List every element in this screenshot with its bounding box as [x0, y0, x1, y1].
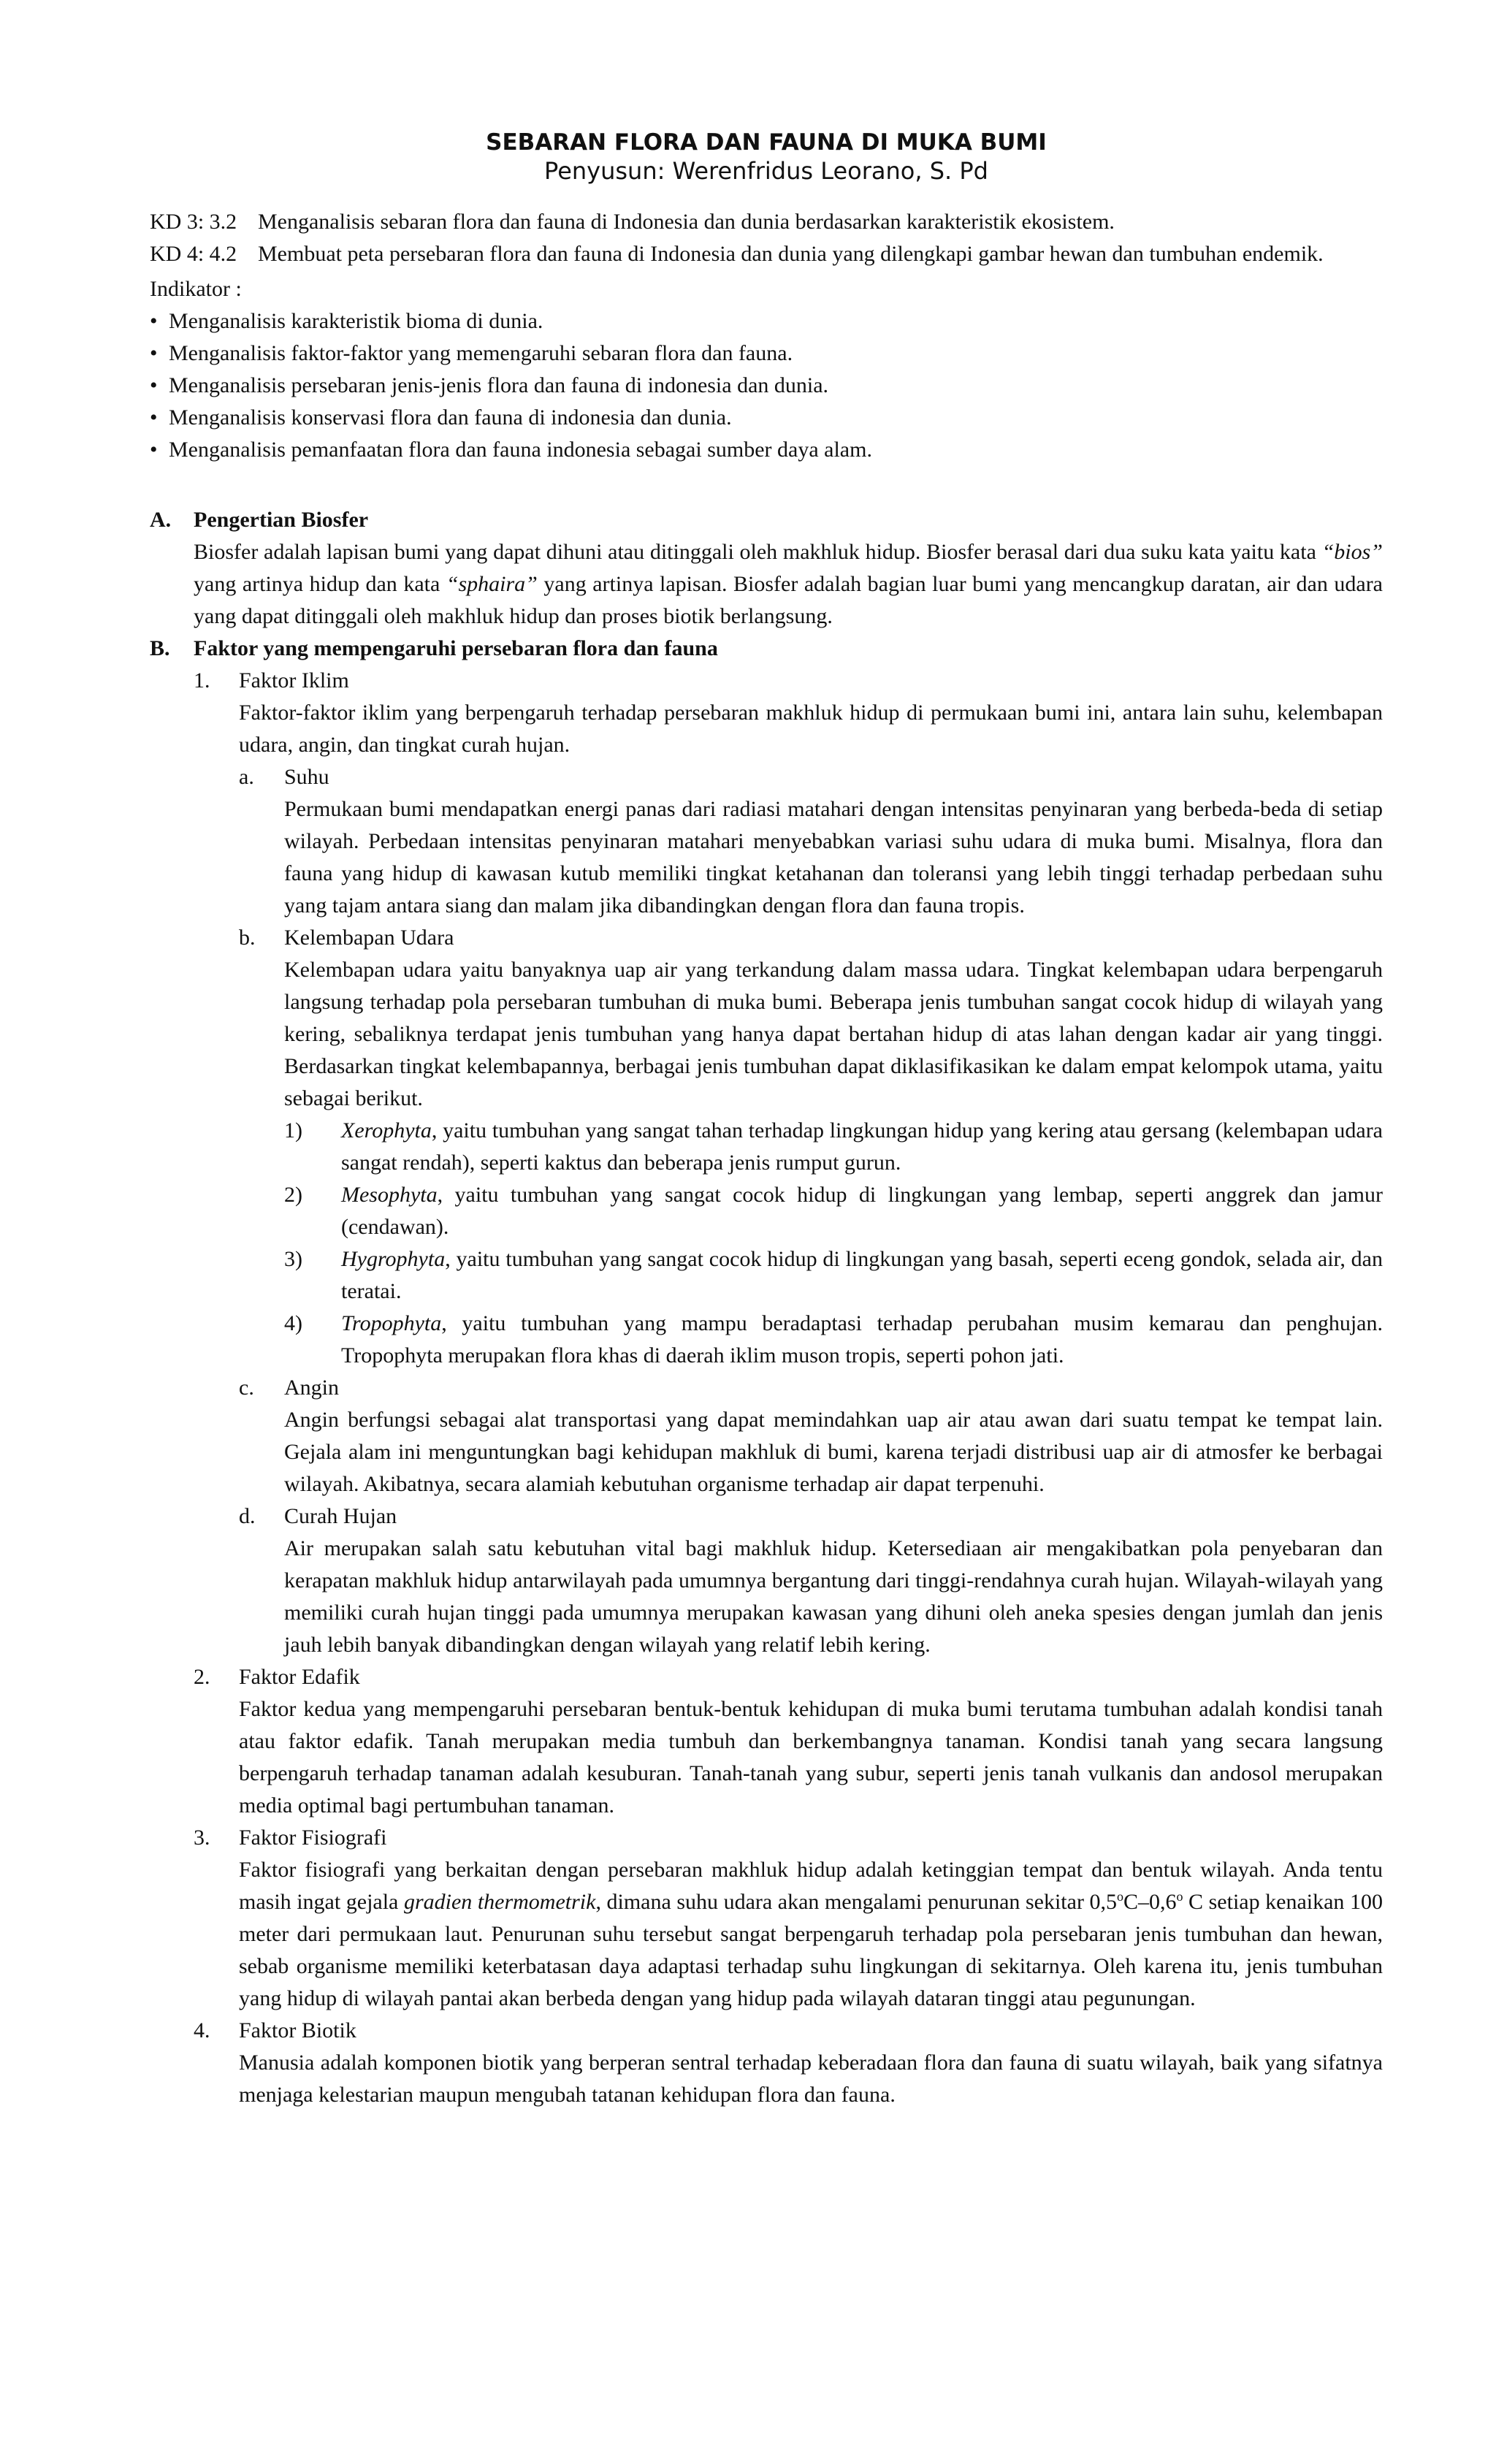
- item-text: [341, 1308, 1383, 1372]
- text-run: , yaitu tumbuhan yang sangat tahan terhadap lingkungan hidup yang kering atau gersang (kelembapan udara sangat rendah), seperti kaktus dan beberapa jenis rumput gurun.: [341, 1118, 1383, 1175]
- text-run: yang artinya lapisan. Biosfer adalah bagian luar bumi yang mencangkup daratan, air dan udara yang dapat ditinggali oleh makhluk hidup dan proses biotik berlangsung.: [194, 572, 1383, 628]
- item-text: [341, 1115, 1383, 1179]
- factor-heading: [194, 1661, 1383, 1693]
- list-item: [284, 1243, 1383, 1308]
- text-run: Biosfer adalah lapisan bumi yang dapat dihuni atau ditinggali oleh makhluk hidup. Biosfer berasal dari dua suku kata yaitu kata: [194, 540, 1322, 564]
- item-number: 4): [284, 1311, 302, 1335]
- section-a-heading: [150, 504, 1383, 536]
- document-page: [150, 129, 1383, 2111]
- factor-paragraph: Manusia adalah komponen biotik yang berperan sentral terhadap keberadaan flora dan fauna di suatu wilayah, baik yang sifatnya menjaga kelestarian maupun mengubah tatanan kehidupan flora dan fauna.: [239, 2051, 1383, 2107]
- factor-title: Faktor Biotik: [239, 2018, 356, 2042]
- plant-name: Mesophyta: [341, 1183, 438, 1207]
- indicator-label: Indikator :: [150, 277, 242, 301]
- section-letter: A.: [150, 508, 172, 532]
- text-run: , yaitu tumbuhan yang mampu beradaptasi terhadap perubahan musim kemarau dan penghujan. Tropophyta merupakan flora khas di daerah iklim muson tropis, seperti pohon jati.: [341, 1311, 1383, 1368]
- factor-number: 1.: [194, 668, 210, 693]
- bullet-icon: •: [150, 373, 158, 397]
- kd-text: Menganalisis sebaran flora dan fauna di Indonesia dan dunia berdasarkan karakteristik ekosistem.: [258, 210, 1115, 234]
- list-item: [150, 402, 1383, 434]
- subfactor-letter: c.: [239, 1376, 254, 1400]
- subfactor-letter: a.: [239, 765, 254, 789]
- kd-label: KD 3: 3.2: [150, 210, 237, 234]
- factor-title: Faktor Edafik: [239, 1665, 360, 1689]
- section-b-heading: [150, 633, 1383, 665]
- kd-text: Membuat peta persebaran flora dan fauna di Indonesia dan dunia yang dilengkapi gambar hewan dan tumbuhan endemik.: [258, 242, 1324, 266]
- subfactor-title: Angin: [284, 1376, 339, 1400]
- factor-paragraph: Faktor kedua yang mempengaruhi persebaran bentuk-bentuk kehidupan di muka bumi terutama tumbuhan adalah kondisi tanah atau faktor edafik. Tanah merupakan media tumbuh dan berkembangnya tanaman. Kondisi tanah yang secara langsung berpengaruh terhadap tanaman adalah kesuburan. Tanah-tanah yang subur, seperti jenis tanah vulkanis dan andosol merupakan media optimal bagi pertumbuhan tanaman.: [239, 1697, 1383, 1818]
- subfactor-title: Kelembapan Udara: [284, 926, 454, 950]
- text-run: , yaitu tumbuhan yang sangat cocok hidup di lingkungan yang lembap, seperti anggrek dan jamur (cendawan).: [341, 1183, 1383, 1239]
- item-text: [341, 1243, 1383, 1308]
- kd-item: [150, 206, 1383, 238]
- subfactor-heading: [239, 761, 1383, 793]
- section-title: Pengertian Biosfer: [194, 508, 369, 532]
- factor-paragraph: Faktor-faktor iklim yang berpengaruh terhadap persebaran makhluk hidup di permukaan bumi ini, antara lain suhu, kelembapan udara, angin, dan tingkat curah hujan.: [239, 701, 1383, 757]
- subfactor-heading: [239, 922, 1383, 954]
- degree-mark: o: [1176, 1889, 1183, 1904]
- section-letter: B.: [150, 636, 170, 660]
- bullet-icon: •: [150, 341, 158, 365]
- factor-title: Faktor Fisiografi: [239, 1826, 387, 1850]
- text-run: yang artinya hidup dan kata: [194, 572, 446, 596]
- subfactor-title: Curah Hujan: [284, 1504, 397, 1528]
- item-text: [341, 1179, 1383, 1243]
- factor-paragraph: [239, 1854, 1383, 2015]
- indicator-text: Menganalisis karakteristik bioma di dunia.: [169, 309, 543, 333]
- list-item: [150, 305, 1383, 337]
- text-run: C–0,6: [1123, 1890, 1177, 1914]
- author-line: Penyusun: Werenfridus Leorano, S. Pd: [544, 157, 988, 185]
- plant-name: Hygrophyta: [341, 1247, 446, 1271]
- kd-label: KD 4: 4.2: [150, 242, 237, 266]
- bullet-icon: •: [150, 309, 158, 333]
- factor-number: 3.: [194, 1826, 210, 1850]
- indicator-text: Menganalisis konservasi flora dan fauna di indonesia dan dunia.: [169, 405, 732, 430]
- subfactor-heading: [239, 1372, 1383, 1404]
- factor-number: 4.: [194, 2018, 210, 2042]
- list-item: [284, 1115, 1383, 1179]
- bullet-icon: •: [150, 438, 158, 462]
- subfactor-title: Suhu: [284, 765, 329, 789]
- term-gradien: gradien thermometrik: [403, 1890, 596, 1914]
- subfactor-letter: d.: [239, 1504, 256, 1528]
- indicator-text: Menganalisis pemanfaatan flora dan fauna indonesia sebagai sumber daya alam.: [169, 438, 872, 462]
- plant-name: Tropophyta: [341, 1311, 442, 1335]
- indicator-list: [150, 305, 1383, 466]
- section-title: Faktor yang mempengaruhi persebaran flora dan fauna: [194, 636, 718, 660]
- subfactor-paragraph: Angin berfungsi sebagai alat transportasi yang dapat memindahkan uap air atau awan dari suatu tempat ke tempat lain. Gejala alam ini menguntungkan bagi kehidupan makhluk di bumi, karena terjadi distribusi uap air di atmosfer ke berbagai wilayah. Akibatnya, secara alamiah kebutuhan organisme terhadap air dapat terpenuhi.: [284, 1408, 1383, 1496]
- kd-item: [150, 238, 1383, 270]
- factor-title: Faktor Iklim: [239, 668, 349, 693]
- list-item: [150, 434, 1383, 466]
- plant-name: Xerophyta: [341, 1118, 432, 1143]
- list-item: [284, 1179, 1383, 1243]
- text-run: C setiap kenaikan 100 meter dari permukaan laut. Penurunan suhu tersebut sangat berpengaruh terhadap pola persebaran jenis tumbuhan dan hewan, sebab organisme memiliki keterbatasan daya adaptasi terhadap suhu lingkungan di sekitarnya. Oleh karena itu, jenis tumbuhan yang hidup di wilayah pantai akan berbeda dengan yang hidup pada wilayah dataran tinggi atau pegunungan.: [239, 1890, 1383, 2010]
- bullet-icon: •: [150, 405, 158, 430]
- item-number: 2): [284, 1183, 302, 1207]
- page-title: SEBARAN FLORA DAN FAUNA DI MUKA BUMI: [486, 129, 1047, 156]
- factor-heading: [194, 2015, 1383, 2047]
- subfactor-paragraph: Kelembapan udara yaitu banyaknya uap air yang terkandung dalam massa udara. Tingkat kelembapan udara berpengaruh langsung terhadap pola persebaran tumbuhan di muka bumi. Beberapa jenis tumbuhan sangat cocok hidup di wilayah yang kering, sebaliknya terdapat jenis tumbuhan yang hanya dapat bertahan hidup di atas lahan dengan kadar air yang tinggi. Berdasarkan tingkat kelembapannya, berbagai jenis tumbuhan dapat diklasifikasikan ke dalam empat kelompok utama, yaitu sebagai berikut.: [284, 958, 1383, 1110]
- text-run: , yaitu tumbuhan yang sangat cocok hidup di lingkungan yang basah, seperti eceng gondok, selada air, dan teratai.: [341, 1247, 1383, 1303]
- term-bios: “bios”: [1321, 540, 1383, 564]
- factor-number: 2.: [194, 1665, 210, 1689]
- subfactor-letter: b.: [239, 926, 256, 950]
- list-item: [150, 337, 1383, 370]
- text-run: , dimana suhu udara akan mengalami penurunan sekitar 0,5: [595, 1890, 1117, 1914]
- degree-mark: o: [1116, 1889, 1123, 1904]
- item-number: 1): [284, 1118, 302, 1143]
- factor-heading: [194, 1822, 1383, 1854]
- subfactor-paragraph: Air merupakan salah satu kebutuhan vital bagi makhluk hidup. Ketersediaan air mengakibatkan pola penyebaran dan kerapatan makhluk hidup antarwilayah pada umumnya bergantung dari tinggi-rendahnya curah hujan. Wilayah-wilayah yang memiliki curah hujan tinggi pada umumnya merupakan kawasan yang dihuni oleh aneka spesies dengan jumlah dan jenis jauh lebih banyak dibandingkan dengan wilayah yang relatif lebih kering.: [284, 1536, 1383, 1657]
- indicator-text: Menganalisis persebaran jenis-jenis flora dan fauna di indonesia dan dunia.: [169, 373, 829, 397]
- list-item: [284, 1308, 1383, 1372]
- term-sphaira: “sphaira”: [446, 572, 538, 596]
- item-number: 3): [284, 1247, 302, 1271]
- text-run: Faktor fisiografi yang berkaitan dengan persebaran makhluk hidup adalah ketinggian tempat dan bentuk wilayah. Anda tentu masih ingat gejala: [239, 1858, 1383, 1914]
- indicator-text: Menganalisis faktor-faktor yang memengaruhi sebaran flora dan fauna.: [169, 341, 793, 365]
- subfactor-heading: [239, 1500, 1383, 1533]
- subfactor-paragraph: Permukaan bumi mendapatkan energi panas dari radiasi matahari dengan intensitas penyinaran yang berbeda-beda di setiap wilayah. Perbedaan intensitas penyinaran matahari menyebabkan variasi suhu udara di muka bumi. Misalnya, flora dan fauna yang hidup di kawasan kutub memiliki tingkat ketahanan dan toleransi yang lebih tinggi terhadap perbedaan suhu yang tajam antara siang dan malam jika dibandingkan dengan flora dan fauna tropis.: [284, 797, 1383, 918]
- factor-heading: [194, 665, 1383, 697]
- section-a-paragraph: [194, 536, 1383, 633]
- list-item: [150, 370, 1383, 402]
